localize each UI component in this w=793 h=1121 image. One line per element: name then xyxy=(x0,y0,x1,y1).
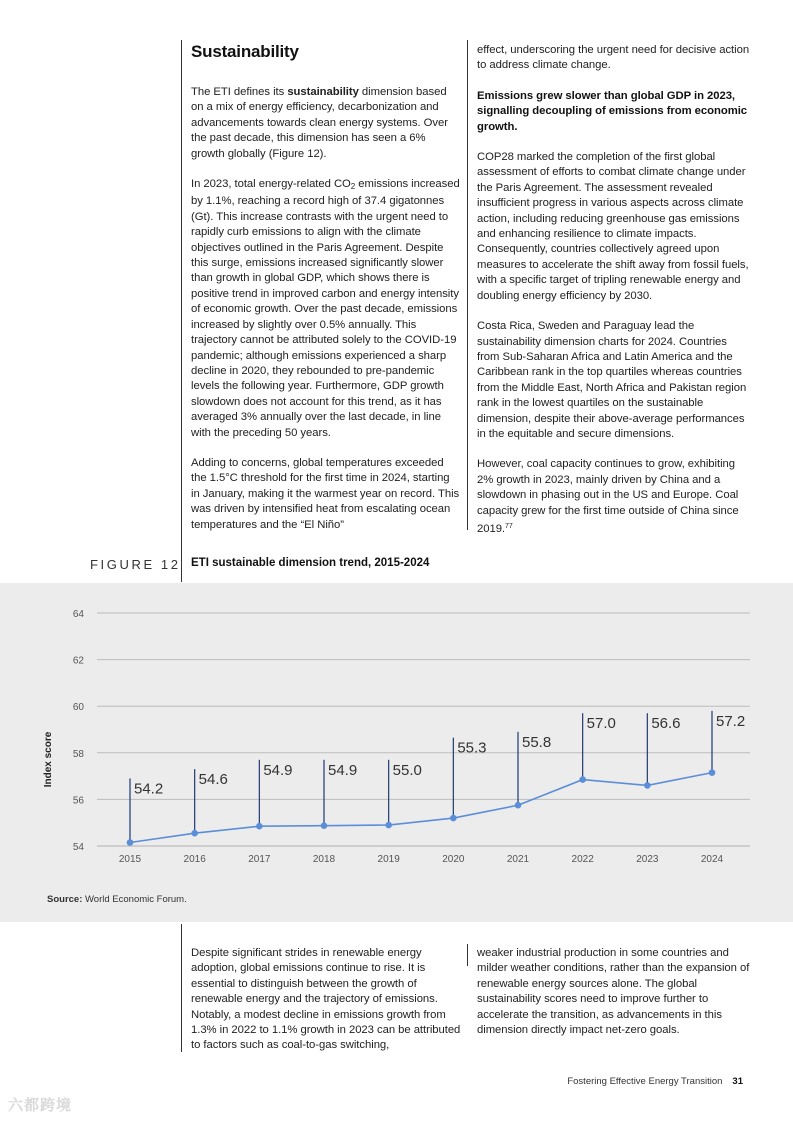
y-tick-label: 64 xyxy=(72,609,84,620)
data-label: 54.9 xyxy=(328,761,358,779)
right-column-top xyxy=(477,43,752,537)
paragraph-renewables: Despite significant strides in renewable energy adoption, global emissions continue to rise. It is essential to distinguish between the growth of renewable energy and the trajectory of emissions. Notably, a modest decline in emissions growth from 1.3% in 2022 to 1.1% growth in 2023 can be attributed to factors such as coal-to-gas switching, xyxy=(191,947,461,1052)
paragraph-emissions: In 2023, total energy-related $CO_2$ emissions increased by 1.1%, reaching a record high of 37.4 gigatonnes (Gt). This increase contrasts with the urgent need to rapidly curb emissions to align with the climate objectives outlined in the Paris Agreement. Despite this surge, emissions increased significantly slower than growth in global GDP, which shows there is positive trend in improved carbon and energy intensity of economic growth. Over the past decade, emissions increased by slightly over 0.5% annually. This trajectory cannot be attributed solely to the COVID-19 pandemic; although emissions experienced a sharp decline in 2020, they rebounded to pre-pandemic levels the following year. Furthermore, GDP growth slowdown does not account for this trend, as it has averaged 3% annually over the last decade, in line with the preceding 50 years. xyxy=(191,178,460,439)
paragraph-temperatures: Adding to concerns, global temperatures exceeded the 1.5°C threshold for the first time in 2024, starting in January, making it the warmest year on record. This was driven by intensified heat from escalating ocean temperatures and the “El Niño” xyxy=(191,456,460,531)
data-label: 56.6 xyxy=(651,715,681,733)
paragraph-continuation: effect, underscoring the urgent need for decisive action to address climate change. xyxy=(477,44,750,72)
paragraph-definition: The ETI defines its sustainability dimension based on a mix of energy efficiency, decarbonization and advancements towards clean energy systems. Over the past decade, this dimension has seen a 6% growth globally (Figure 12). xyxy=(191,86,448,160)
y-tick-label: 54 xyxy=(72,842,84,853)
x-tick-label: 2022 xyxy=(571,854,594,865)
x-tick-label: 2023 xyxy=(636,854,659,865)
left-bottom-column-rule xyxy=(181,924,182,1052)
data-point xyxy=(191,830,198,837)
data-point xyxy=(579,776,586,783)
x-tick-label: 2021 xyxy=(506,854,530,865)
y-tick-label: 58 xyxy=(72,748,84,760)
paragraph-cop28: COP28 marked the completion of the first global assessment of efforts to combat climate change under the Paris Agreement. The assessment revealed insufficient progress in various aspects across climate action, including reducing greenhouse gas emissions and enhancing resilience to climate impacts. Consequently, countries collectively agreed upon measures to accelerate the shift away from fossil fuels, with a specific target of tripling renewable energy and doubling energy efficiency by 2030. xyxy=(477,151,749,302)
data-point xyxy=(127,839,134,846)
data-label: 54.9 xyxy=(263,761,293,779)
chart-panel xyxy=(0,583,793,922)
y-axis-label: Index score xyxy=(43,731,54,788)
data-label: 57.2 xyxy=(716,712,746,730)
data-point xyxy=(515,802,522,809)
x-tick-label: 2017 xyxy=(248,854,271,865)
section-heading: Sustainability xyxy=(191,42,299,61)
data-point xyxy=(450,815,457,822)
y-tick-label: 56 xyxy=(72,795,84,807)
page-footer xyxy=(567,1076,743,1087)
left-column-rule xyxy=(181,40,182,582)
left-column-top xyxy=(191,42,461,533)
data-point xyxy=(709,769,716,776)
paragraph-net-zero: weaker industrial production in some countries and milder weather conditions, rather than the expansion of renewable energy sources alone. The global sustainability scores need to improve further to accelerate the transition, as advancements in this dimension directly impact net-zero goals. xyxy=(477,947,750,1037)
line-chart xyxy=(0,583,793,922)
x-tick-label: 2016 xyxy=(183,854,206,865)
data-label: 54.6 xyxy=(198,771,228,789)
figure-label: FIGURE 12 xyxy=(90,557,181,572)
left-column-bottom xyxy=(191,946,461,1054)
chart-source: Source: World Economic Forum. xyxy=(47,894,187,905)
x-tick-label: 2024 xyxy=(700,854,724,865)
x-tick-label: 2015 xyxy=(118,854,142,865)
data-point xyxy=(321,822,328,829)
right-bottom-column-rule xyxy=(467,944,468,966)
data-label: 54.2 xyxy=(134,780,164,798)
data-label: 55.0 xyxy=(392,761,422,779)
y-tick-label: 60 xyxy=(72,702,84,714)
paragraph-rankings: Costa Rica, Sweden and Paraguay lead the sustainability dimension charts for 2024. Countries from Sub-Saharan Africa and Latin America and the Caribbean rank in the top quartiles whereas countries from the Middle East, North Africa and Pakistan region rank in the lowest quartiles on the sustainable dimension, despite their above-average performances in the equitable and secure dimensions. xyxy=(477,320,747,440)
data-label: 55.8 xyxy=(522,733,552,751)
subheading-decoupling: Emissions grew slower than global GDP in 2023, signalling decoupling of emissions from economic growth. xyxy=(477,89,748,133)
data-point xyxy=(644,782,651,789)
figure-title: ETI sustainable dimension trend, 2015-2024 xyxy=(191,557,430,569)
data-label: 57.0 xyxy=(586,715,616,733)
data-label: 55.3 xyxy=(457,739,487,757)
x-tick-label: 2019 xyxy=(377,854,400,865)
y-tick-label: 62 xyxy=(72,655,84,667)
x-tick-label: 2018 xyxy=(312,854,336,865)
page-number: 31 xyxy=(732,1076,743,1087)
data-point xyxy=(385,822,392,829)
paragraph-coal: However, coal capacity continues to grow, exhibiting 2% growth in 2023, mainly driven by China and a slowdown in phasing out in the US and Europe. Coal capacity grew for the first time outside of China since 2019.77 xyxy=(477,458,739,535)
data-point xyxy=(256,823,263,830)
footer-title: Fostering Effective Energy Transition xyxy=(567,1076,723,1087)
x-tick-label: 2020 xyxy=(442,854,465,865)
right-column-rule xyxy=(467,40,468,530)
watermark-logo: 六都跨境 xyxy=(8,1097,73,1114)
right-column-bottom xyxy=(477,946,752,1038)
